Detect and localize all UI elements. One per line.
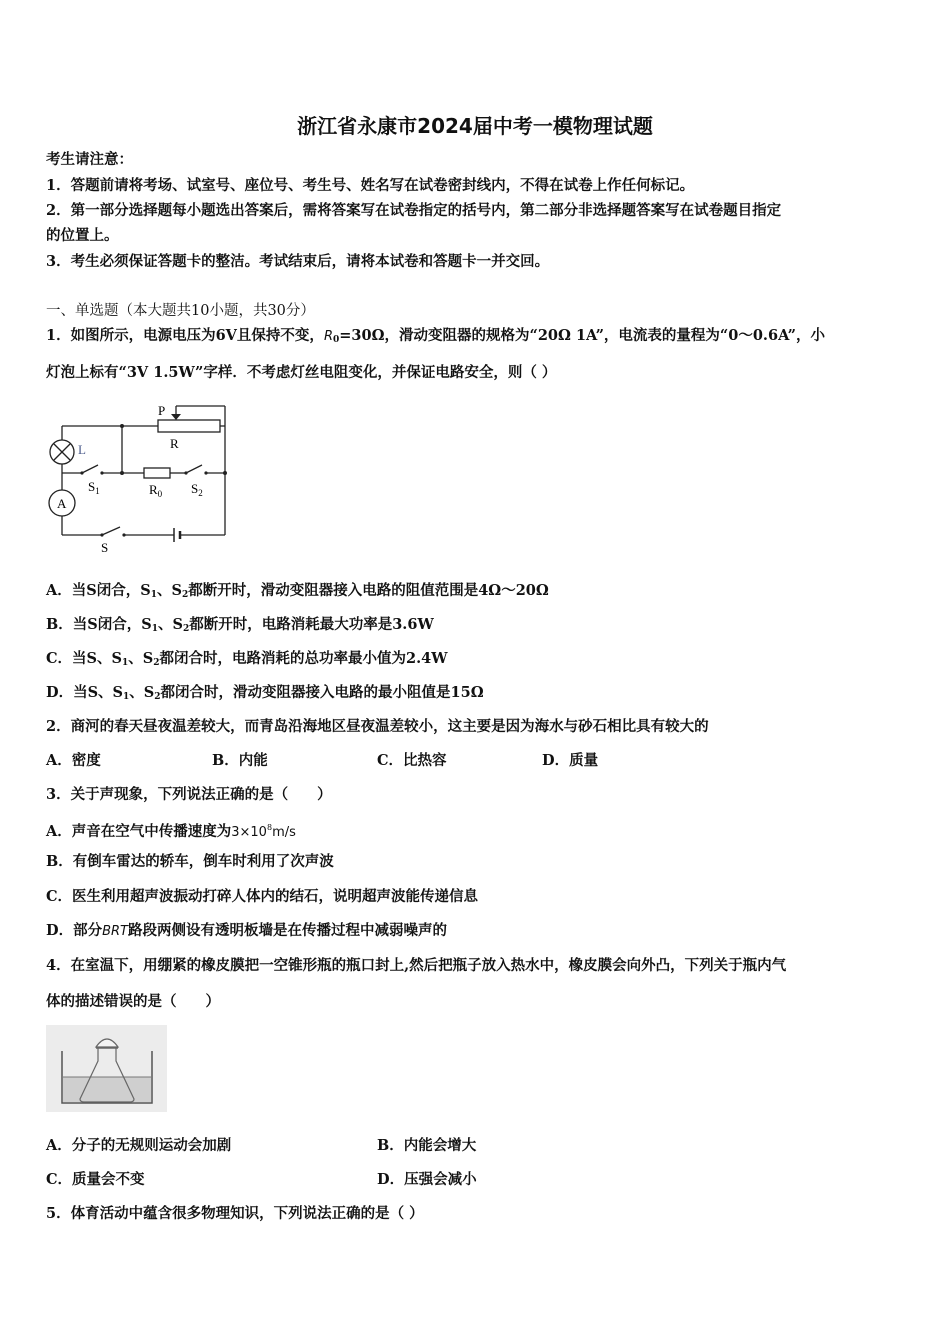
q3-option-b: B．有倒车雷达的轿车，倒车时利用了次声波 [46,853,334,870]
q5-stem: 5．体育活动中蕴含很多物理知识，下列说法正确的是（ ） [46,1205,424,1222]
label-l: L [78,442,86,457]
q1-option-a: A．当S闭合，$S_1$、$S_2$都断开时，滑动变阻器接入电路的阻值范围是4Ω～20Ω [46,582,549,600]
q1-option-d: D．当S、$S_1$、$S_2$都闭合时，滑动变阻器接入电路的最小阻值是15Ω [46,684,484,702]
q4-stem-line1: 4．在室温下，用绷紧的橡皮膜把一空锥形瓶的瓶口封上,然后把瓶子放入热水中，橡皮膜会向外凸，下列关于瓶内气 [46,957,787,974]
section-heading: 一、单选题（本大题共10小题，共30分） [46,303,315,319]
notice-item-2-cont: 的位置上。 [46,227,119,244]
label-s2: $S_2$ [191,481,203,498]
q3-stem: 3．关于声现象，下列说法正确的是（ ） [46,786,332,803]
page-title: 浙江省永康市2024届中考一模物理试题 [297,114,653,138]
q2-option-b: B．内能 [212,752,268,769]
notice-item-2: 2．第一部分选择题每小题选出答案后，需将答案写在试卷指定的括号内，第二部分非选择题答案写在试卷题目指定 [46,202,782,219]
q1-text-b: =30Ω，滑动变阻器的规格为“20Ω 1A”，电流表的量程为“0～0.6A”，小 [339,327,825,344]
q2-option-a: A．密度 [46,752,101,769]
q1-text-a: 1．如图所示，电源电压为6V且保持不变， [46,327,324,344]
q1-option-c: C．当S、$S_1$、$S_2$都闭合时，电路消耗的总功率最小值为2.4W [46,650,448,668]
rheostat-symbol [158,420,220,432]
q3-option-d: D．部分BRT路段两侧设有透明板墙是在传播过程中减弱噪声的 [46,922,447,939]
label-r0: $R_0$ [149,482,163,499]
q4-option-d: D．压强会减小 [377,1171,477,1188]
label-s1: $S_1$ [88,479,100,496]
label-r: R [170,436,179,451]
q1-r0-symbol: R [323,329,333,344]
q3-option-a: A．声音在空气中传播速度为$3\times 10^8m/s$ [46,823,296,840]
label-s: S [101,540,109,555]
q4-option-a: A．分子的无规则运动会加剧 [46,1137,232,1154]
notice-heading: 考生请注意： [46,151,133,168]
q2-stem: 2．商河的春天昼夜温差较大，而青岛沿海地区昼夜温差较小，这主要是因为海水与砂石相比具有较大的 [46,718,709,735]
q1-stem-line1 [46,326,825,350]
flask-in-water-figure [46,1025,167,1112]
q1-stem-line2: 灯泡上标有“3V 1.5W”字样．不考虑灯丝电阻变化，并保证电路安全，则（ ） [46,364,557,381]
q2-option-c: C．比热容 [377,752,447,769]
notice-item-3: 3．考生必须保证答题卡的整洁。考试结束后，请将本试卷和答题卡一并交回。 [46,253,550,270]
resistor-r0 [144,468,170,478]
q3-option-c: C．医生利用超声波振动打碎人体内的结石，说明超声波能传递信息 [46,888,479,905]
label-a: A [57,496,67,511]
circuit-diagram [40,398,240,560]
q4-option-c: C．质量会不变 [46,1171,145,1188]
q4-option-b: B．内能会增大 [377,1137,477,1154]
notice-item-1: 1．答题前请将考场、试室号、座位号、考生号、姓名写在试卷密封线内，不得在试卷上作任何标记。 [46,177,695,194]
q2-option-d: D．质量 [542,752,599,769]
label-p: P [158,403,166,418]
q1-option-b: B．当S闭合，$S_1$、$S_2$都断开时，电路消耗最大功率是3.6W [46,616,434,634]
q4-stem-line2: 体的描述错误的是（ ） [46,993,220,1010]
q1-r0-sub: 0 [332,335,340,345]
